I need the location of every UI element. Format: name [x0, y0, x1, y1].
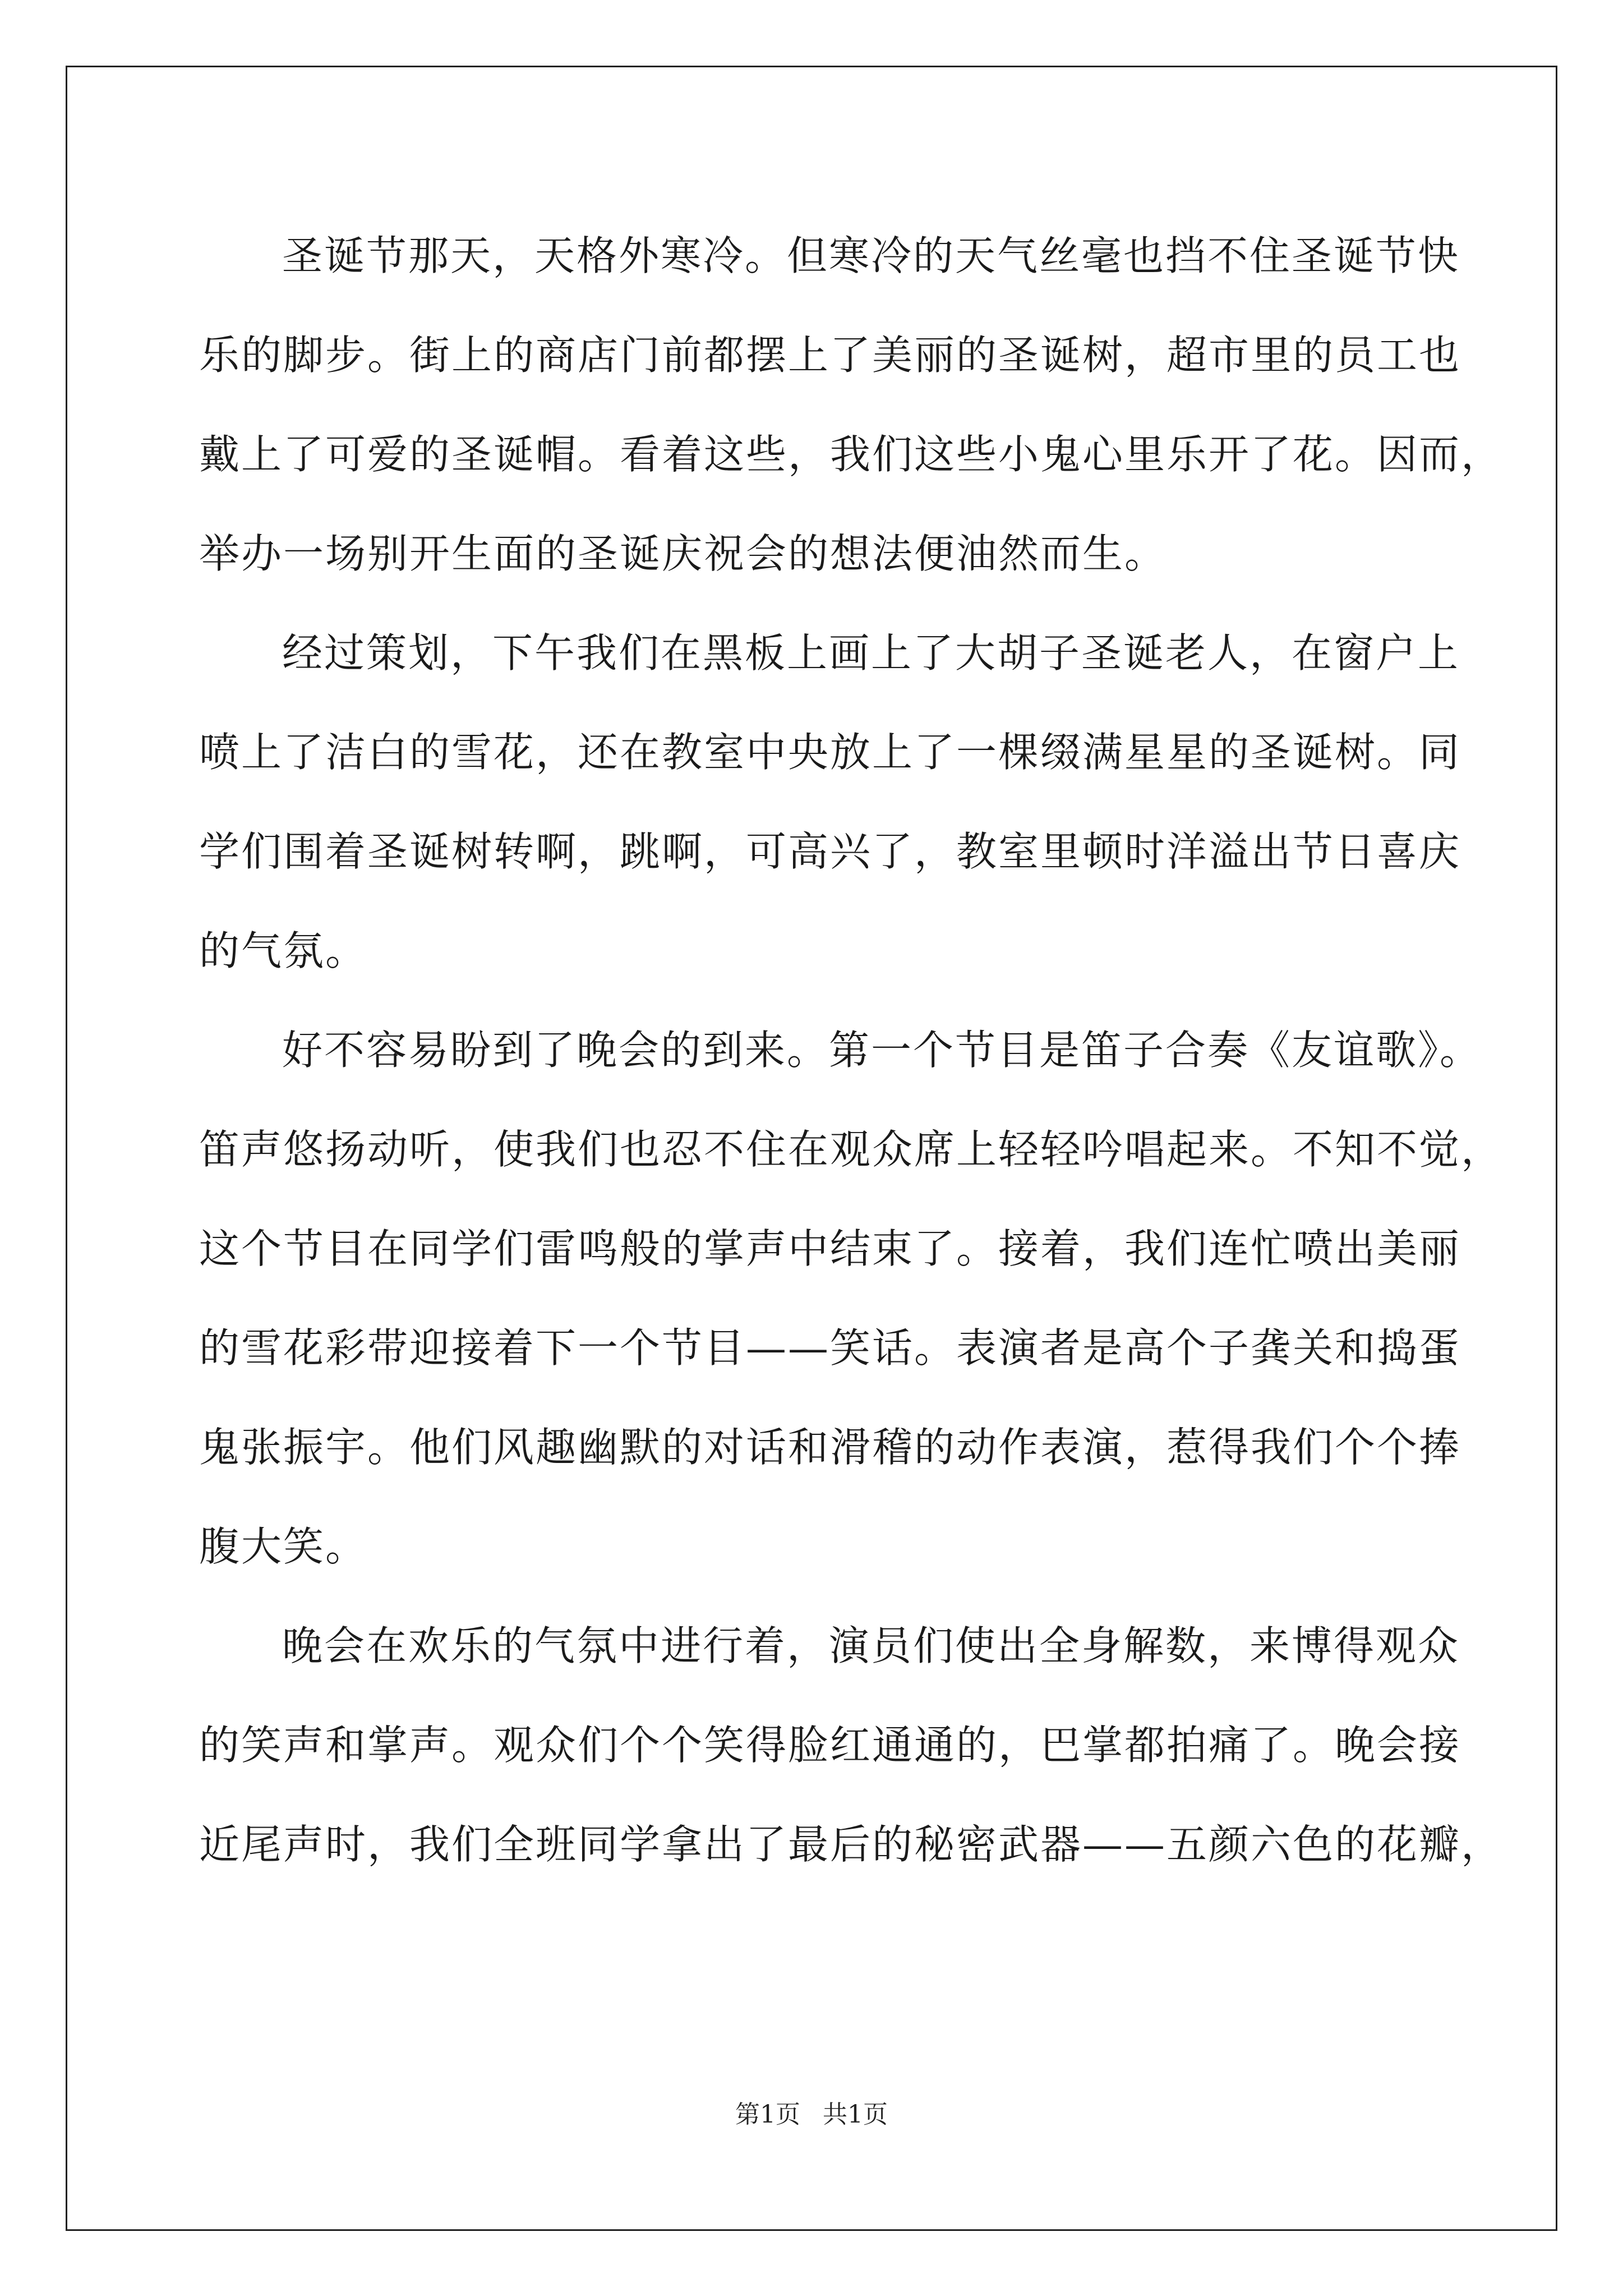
paragraph-3-line-3: 这个节目在同学们雷鸣般的掌声中结束了。接着，我们连忙喷出美丽: [199, 1225, 1461, 1272]
paragraph-1-line-4: 举办一场别开生面的圣诞庆祝会的想法便油然而生。: [199, 530, 1167, 577]
paragraph-1-line-2: 乐的脚步。街上的商店门前都摆上了美丽的圣诞树，超市里的员工也: [199, 332, 1461, 379]
paragraph-2-line-1: 经过策划，下午我们在黑板上画上了大胡子圣诞老人，在窗户上: [282, 629, 1460, 677]
paragraph-2-line-4: 的气氛。: [199, 927, 368, 974]
paragraph-3-line-4: 的雪花彩带迎接着下一个节目——笑话。表演者是高个子龚关和捣蛋: [199, 1324, 1461, 1372]
paragraph-1-line-1: 圣诞节那天，天格外寒冷。但寒冷的天气丝毫也挡不住圣诞节快: [282, 232, 1460, 279]
paragraph-4-line-2: 的笑声和掌声。观众们个个笑得脸红通通的，巴掌都拍痛了。晚会接: [199, 1722, 1461, 1769]
page-number-current: 第1页: [735, 2100, 800, 2129]
paragraph-4-line-3: 近尾声时，我们全班同学拿出了最后的秘密武器——五颜六色的花瓣，: [199, 1821, 1504, 1868]
paragraph-2-line-2: 喷上了洁白的雪花，还在教室中央放上了一棵缀满星星的圣诞树。同: [199, 729, 1461, 776]
paragraph-3-line-5: 鬼张振宇。他们风趣幽默的对话和滑稽的动作表演，惹得我们个个捧: [199, 1424, 1461, 1471]
paragraph-3-line-1: 好不容易盼到了晚会的到来。第一个节目是笛子合奏《友谊歌》。: [282, 1027, 1482, 1074]
paragraph-2-line-3: 学们围着圣诞树转啊，跳啊，可高兴了，教室里顿时洋溢出节日喜庆: [199, 828, 1461, 875]
page-footer: [0, 2098, 1623, 2132]
page-number-total: 共1页: [823, 2100, 888, 2129]
paragraph-3-line-2: 笛声悠扬动听，使我们也忍不住在观众席上轻轻吟唱起来。不知不觉，: [199, 1126, 1504, 1173]
document-body: [199, 206, 1504, 1894]
paragraph-3-line-6: 腹大笑。: [199, 1523, 368, 1570]
paragraph-4-line-1: 晚会在欢乐的气氛中进行着，演员们使出全身解数，来博得观众: [282, 1622, 1460, 1669]
paragraph-1-line-3: 戴上了可爱的圣诞帽。看着这些，我们这些小鬼心里乐开了花。因而，: [199, 431, 1504, 478]
